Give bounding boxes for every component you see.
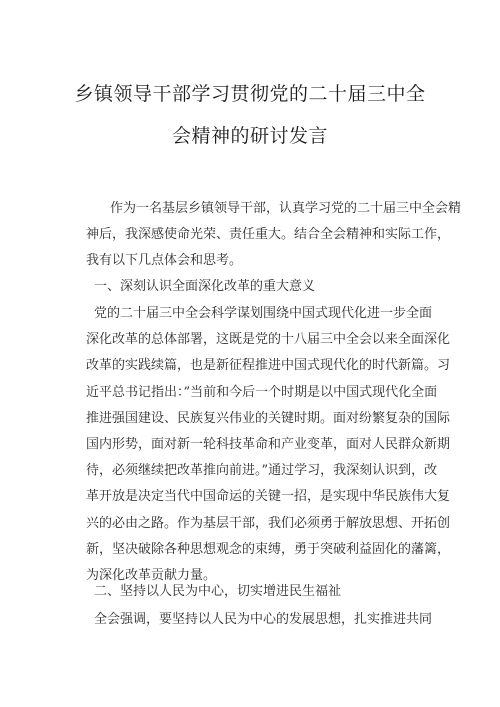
paragraph-intro	[86, 196, 462, 275]
paragraph-line: 我有以下几点体会和思考。	[86, 253, 243, 269]
paragraph-line: 国内形势，面对新一轮科技革命和产业变革，面对人民群众新期	[86, 436, 451, 452]
paragraph-line: 革开放是决定当代中国命运的关键一招，是实现中华民族伟大复	[86, 489, 451, 505]
paragraph-section-1	[86, 301, 451, 589]
section-heading-2: 二、坚持以人民为中心，切实增进民生福祉	[94, 584, 342, 599]
paragraph-line: 全会强调，要坚持以人民为中心的发展思想，扎实推进共同	[94, 612, 433, 627]
paragraph-line: 近平总书记指出：”当前和今后一个时期是以中国式现代化全面	[86, 384, 438, 400]
paragraph-section-2	[86, 607, 433, 633]
paragraph-line: 推进强国建设、民族复兴伟业的关键时期。面对纷繁复杂的国际	[86, 410, 451, 426]
section-heading-1: 一、深刻认识全面深化改革的重大意义	[94, 279, 316, 294]
paragraph-line: 神后，我深感使命光荣、责任重大。结合全会精神和实际工作，	[86, 227, 451, 243]
paragraph-line: 为深化改革贡献力量。	[86, 567, 217, 583]
document-title-line-1: 乡镇领导干部学习贯彻党的二十届三中全	[74, 83, 426, 105]
paragraph-line: 党的二十届三中全会科学谋划围绕中国式现代化进一步全面	[94, 306, 433, 321]
paragraph-line: 兴的必由之路。作为基层干部，我们必须勇于解放思想、开拓创	[86, 515, 451, 531]
paragraph-line: 改革的实践续篇，也是新征程推进中国式现代化的时代新篇。习	[86, 358, 451, 374]
paragraph-line: 深化改革的总体部署，这既是党的十八届三中全会以来全面深化	[86, 332, 451, 348]
paragraph-line: 作为一名基层乡镇领导干部，认真学习党的二十届三中全会精	[110, 201, 462, 216]
paragraph-line: 新，坚决破除各种思想观念的束缚，勇于突破利益固化的藩篱，	[86, 541, 451, 557]
document-title-line-2: 会精神的研讨发言	[171, 125, 328, 147]
paragraph-line: 待，必须继续把改革推向前进。”通过学习，我深刻认识到，改	[86, 463, 438, 479]
